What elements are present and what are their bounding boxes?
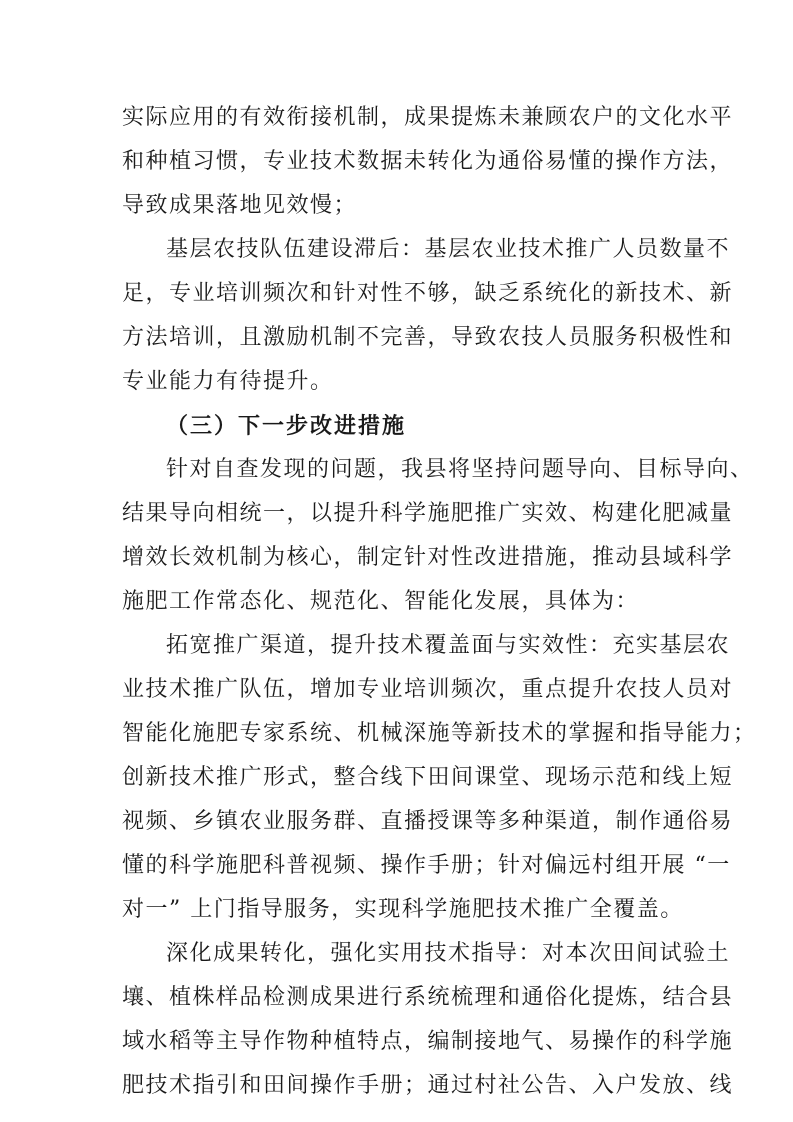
paragraph-start: 基层农技队伍建设滞后：基层农业技术推广人员数量不 [166,237,731,262]
text-line: 实际应用的有效衔接机制，成果提炼未兼顾农户的文化水平 [122,105,734,130]
text-line: 懂的科学施肥科普视频、操作手册；针对偏远村组开展 “一 [122,853,731,878]
text-line: 业技术推广队伍，增加专业培训频次，重点提升农技人员对 [122,677,734,702]
text-line: 增效长效机制为核心，制定针对性改进措施，推动县域科学 [122,545,734,570]
text-line: 智能化施肥专家系统、机械深施等新技术的掌握和指导能力； [122,721,757,746]
text-line: 导致成果落地见效慢； [122,193,358,218]
paragraph-start: 拓宽推广渠道，提升技术覆盖面与实效性：充实基层农 [166,633,731,658]
text-line: 视频、乡镇农业服务群、直播授课等多种渠道，制作通俗易 [122,809,734,834]
text-line: 壤、植株样品检测成果进行系统梳理和通俗化提炼，结合县 [122,985,734,1010]
text-line: 肥技术指引和田间操作手册；通过村社公告、入户发放、线 [122,1073,734,1098]
paragraph-start: 针对自查发现的问题，我县将坚持问题导向、目标导向、 [166,457,754,482]
text-line: 结果导向相统一，以提升科学施肥推广实效、构建化肥减量 [122,501,734,526]
section-heading: （三）下一步改进措施 [166,413,407,439]
text-line: 对一” 上门指导服务，实现科学施肥技术推广全覆盖。 [122,897,684,922]
paragraph-start: 深化成果转化，强化实用技术指导：对本次田间试验土 [166,941,731,966]
text-line: 足，专业培训频次和针对性不够，缺乏系统化的新技术、新 [122,281,734,306]
text-line: 创新技术推广形式，整合线下田间课堂、现场示范和线上短 [122,765,734,790]
text-line: 方法培训，且激励机制不完善，导致农技人员服务积极性和 [122,325,734,350]
text-line: 专业能力有待提升。 [122,369,334,394]
text-line: 施肥工作常态化、规范化、智能化发展，具体为： [122,589,640,614]
text-line: 和种植习惯，专业技术数据未转化为通俗易懂的操作方法， [122,149,734,174]
text-line: 域水稻等主导作物种植特点，编制接地气、易操作的科学施 [122,1029,734,1054]
